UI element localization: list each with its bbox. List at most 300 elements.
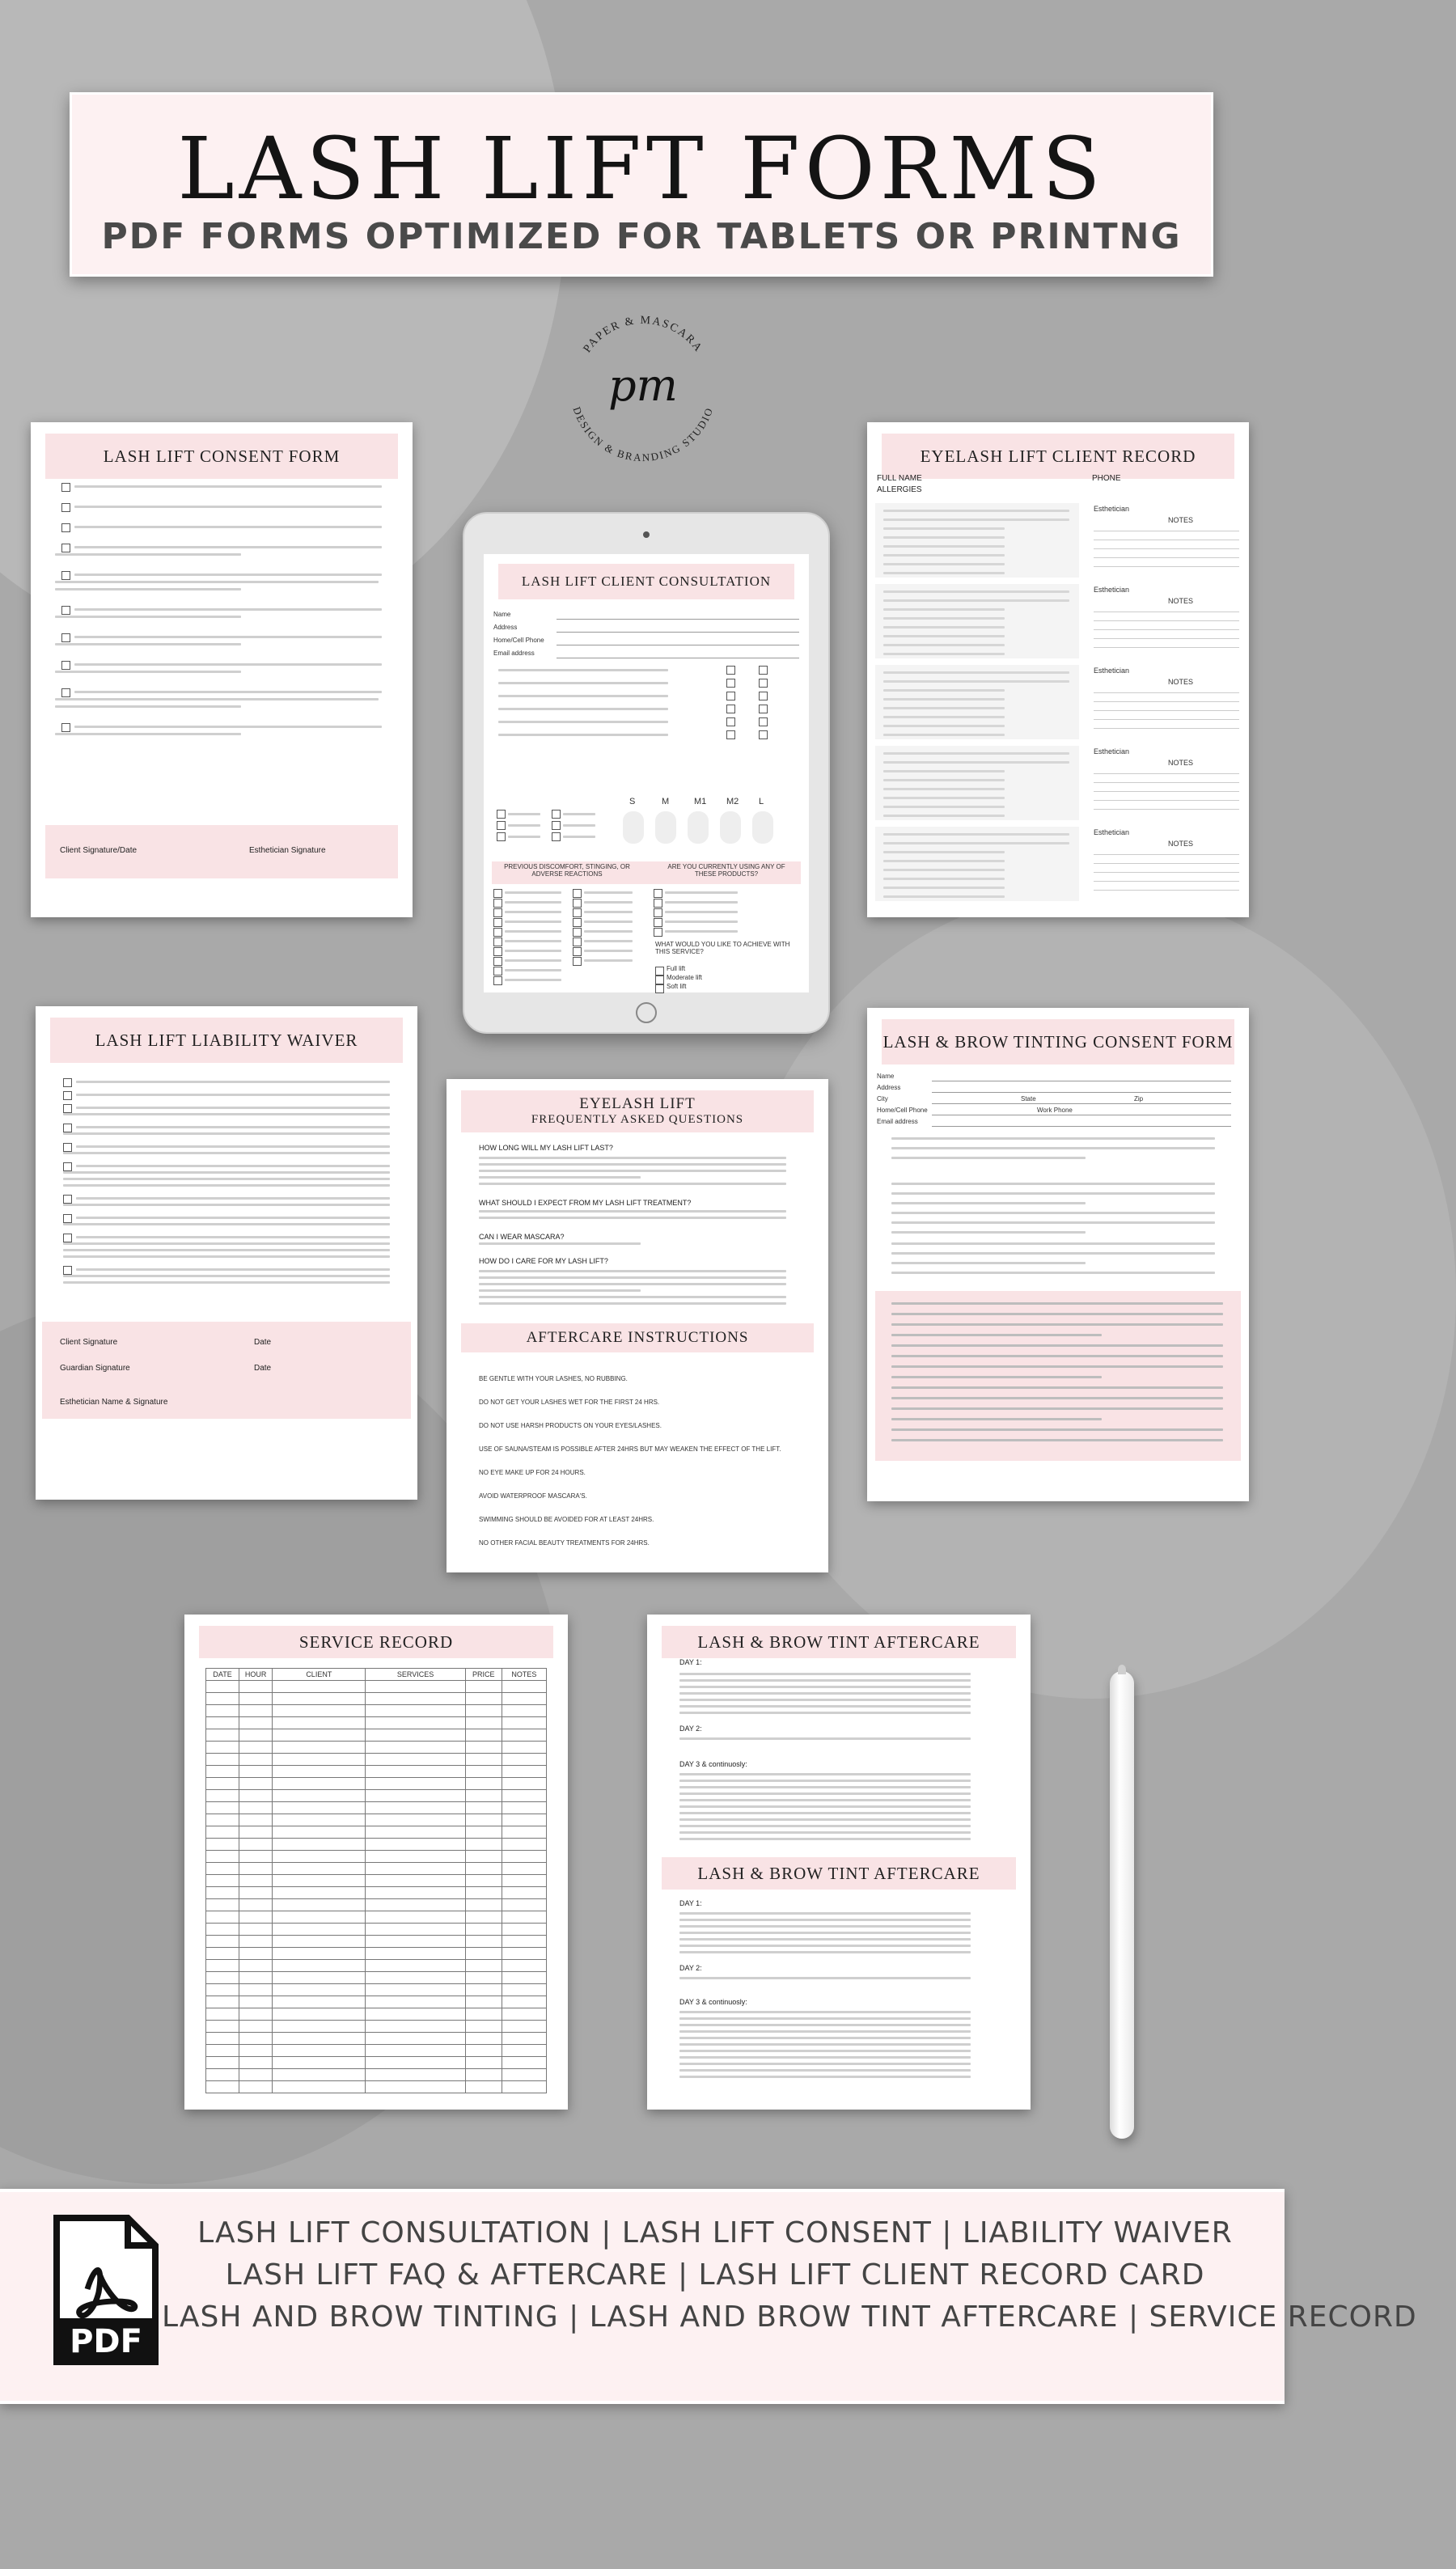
table-row [206, 1717, 547, 1729]
checkbox [63, 1124, 72, 1132]
table-cell [502, 1766, 546, 1778]
table-cell [465, 1754, 502, 1766]
table-cell [366, 1936, 465, 1948]
text-line [76, 1126, 390, 1128]
table-cell [465, 1875, 502, 1887]
text-line [479, 1289, 641, 1292]
text-line [679, 1818, 971, 1821]
text-line [1094, 566, 1239, 567]
table-cell [366, 1863, 465, 1875]
table-cell [465, 2069, 502, 2081]
table-row [206, 1766, 547, 1778]
text-line [679, 1919, 971, 1921]
record-block [875, 584, 1079, 658]
text-line [679, 1786, 971, 1788]
table-cell [366, 1766, 465, 1778]
service-record-page [184, 1615, 568, 2110]
table-cell [206, 1802, 239, 1814]
record-block [875, 503, 1079, 578]
checkbox [61, 633, 70, 642]
text-line [63, 1242, 390, 1245]
text-line [63, 1132, 390, 1135]
table-cell [502, 1960, 546, 1972]
aftercare-item: NO EYE MAKE UP FOR 24 HOURS. [479, 1469, 586, 1476]
table-cell [273, 1814, 366, 1826]
text-line [891, 1272, 1215, 1274]
text-line [584, 891, 633, 894]
checkbox [573, 957, 582, 966]
text-line [1094, 809, 1239, 810]
text-line [883, 842, 1069, 844]
text-line [74, 663, 382, 666]
table-cell [206, 1972, 239, 1984]
checkbox-no [759, 679, 768, 688]
table-cell [366, 2008, 465, 2021]
table-cell [502, 1790, 546, 1802]
table-row [206, 1790, 547, 1802]
table-cell [206, 1839, 239, 1851]
tinting-field-label: Home/Cell Phone [877, 1107, 928, 1114]
text-line [891, 1212, 1215, 1214]
text-line [479, 1296, 786, 1298]
text-line [76, 1217, 390, 1219]
table-cell [239, 1996, 273, 2008]
table-cell [239, 1839, 273, 1851]
text-line [891, 1137, 1215, 1140]
table-cell [239, 2033, 273, 2045]
faq-question-3: CAN I WEAR MASCARA? [479, 1233, 565, 1241]
table-row [206, 1984, 547, 1996]
table-cell [366, 1911, 465, 1924]
text-line [505, 911, 561, 913]
checkbox [552, 821, 561, 830]
text-line [883, 779, 1005, 781]
tint-aftercare-title-2: LASH & BROW TINT AFTERCARE [662, 1857, 1016, 1890]
consent-form-title: LASH LIFT CONSENT FORM [45, 434, 398, 479]
text-line [63, 1113, 390, 1115]
table-cell [502, 1863, 546, 1875]
checkbox [61, 544, 70, 552]
table-cell [502, 1705, 546, 1717]
table-cell [239, 1851, 273, 1863]
text-line [883, 860, 1005, 862]
tablet-home-button[interactable] [636, 1002, 657, 1023]
checkbox [655, 967, 664, 976]
record-block [875, 746, 1079, 820]
table-cell [206, 1984, 239, 1996]
text-line [479, 1163, 786, 1166]
text-line [883, 815, 1005, 817]
text-line [883, 545, 1005, 548]
checkbox [573, 947, 582, 956]
text-line [891, 1376, 1102, 1378]
curl-type-label: M1 [694, 797, 707, 806]
table-cell [465, 1693, 502, 1705]
notes-label: NOTES [1168, 597, 1194, 605]
table-cell [273, 1742, 366, 1754]
column-header: CLIENT [273, 1669, 366, 1681]
text-line [55, 698, 379, 700]
text-line [508, 813, 540, 815]
table-cell [206, 1960, 239, 1972]
text-line [1094, 800, 1239, 801]
table-cell [239, 1717, 273, 1729]
table-cell [239, 2069, 273, 2081]
text-line [891, 1221, 1215, 1224]
table-row [206, 1851, 547, 1863]
table-cell [273, 1924, 366, 1936]
text-line [1094, 791, 1239, 792]
text-line [63, 1249, 390, 1251]
checkbox [573, 889, 582, 898]
table-cell [465, 1705, 502, 1717]
table-cell [239, 1863, 273, 1875]
table-cell [273, 1729, 366, 1742]
checkbox [654, 899, 662, 908]
text-line [891, 1418, 1102, 1420]
text-line [891, 1428, 1223, 1431]
text-line [883, 734, 1005, 736]
checkbox [497, 810, 506, 819]
text-line [479, 1157, 786, 1159]
text-line [679, 1792, 971, 1795]
table-cell [366, 1948, 465, 1960]
curl-type-label: S [629, 797, 636, 806]
table-cell [206, 1705, 239, 1717]
text-line [679, 2056, 971, 2059]
text-line [891, 1334, 1102, 1336]
text-line [505, 901, 561, 904]
table-cell [465, 1924, 502, 1936]
text-line [479, 1302, 786, 1305]
table-cell [465, 1839, 502, 1851]
table-cell [239, 1972, 273, 1984]
table-row [206, 1936, 547, 1948]
text-line [1094, 620, 1239, 621]
table-cell [239, 1778, 273, 1790]
curl-type-label: M2 [726, 797, 739, 806]
table-cell [239, 1960, 273, 1972]
notes-label: NOTES [1168, 759, 1194, 767]
text-line [883, 518, 1069, 521]
table-cell [273, 1802, 366, 1814]
checkbox [552, 832, 561, 841]
table-cell [366, 2045, 465, 2057]
table-cell [206, 1826, 239, 1839]
text-line [76, 1197, 390, 1200]
achieve-option-label: Moderate lift [667, 974, 703, 981]
checkbox [61, 523, 70, 532]
table-cell [366, 1984, 465, 1996]
table-cell [273, 2033, 366, 2045]
aftercare-item: DO NOT GET YOUR LASHES WET FOR THE FIRST 24 HRS. [479, 1399, 660, 1406]
table-cell [206, 1863, 239, 1875]
table-cell [366, 1693, 465, 1705]
checkbox [493, 976, 502, 985]
table-cell [366, 1790, 465, 1802]
table-cell [206, 2033, 239, 2045]
table-cell [239, 2081, 273, 2093]
tablet-camera [643, 531, 650, 538]
text-line [679, 1737, 971, 1740]
text-line [74, 726, 382, 728]
text-line [1094, 629, 1239, 630]
text-line [505, 891, 561, 894]
table-cell [465, 1972, 502, 1984]
table-cell [273, 1899, 366, 1911]
text-line [679, 1692, 971, 1695]
checkbox [493, 947, 502, 956]
text-line [679, 1799, 971, 1801]
text-line [891, 1231, 1086, 1234]
full-name-label: FULL NAME [877, 474, 922, 483]
consultation-field-label: Name [493, 611, 511, 618]
checkbox [61, 606, 70, 615]
text-line [665, 911, 738, 913]
table-cell [502, 1924, 546, 1936]
text-line [479, 1210, 786, 1213]
table-cell [239, 2021, 273, 2033]
table-cell [206, 1754, 239, 1766]
text-line [76, 1268, 390, 1271]
tinting-field-label: Zip [1134, 1095, 1144, 1103]
text-line [498, 669, 668, 671]
text-line [679, 1912, 971, 1915]
text-line [679, 2024, 971, 2026]
text-line [891, 1262, 1086, 1264]
text-line [584, 911, 633, 913]
text-line [883, 671, 1069, 674]
checkbox-no [759, 666, 768, 675]
checkbox [654, 908, 662, 917]
checkbox [63, 1091, 72, 1100]
text-line [679, 1705, 971, 1708]
text-line [679, 1945, 971, 1947]
checkbox-no [759, 705, 768, 713]
text-line [55, 581, 379, 583]
table-cell [465, 1960, 502, 1972]
checkbox [573, 928, 582, 937]
day2-label: DAY 2: [679, 1964, 702, 1972]
table-cell [273, 2057, 366, 2069]
text-line [1094, 692, 1239, 693]
footer-row-2: LASH LIFT FAQ & AFTERCARE | LASH LIFT CLIENT RECORD CARD [225, 2258, 1205, 2292]
checkbox [573, 899, 582, 908]
table-cell [239, 1899, 273, 1911]
text-line [1094, 890, 1239, 891]
table-cell [366, 1875, 465, 1887]
table-cell [502, 1851, 546, 1863]
text-line [1094, 863, 1239, 864]
text-line [76, 1094, 390, 1096]
text-line [883, 536, 1005, 539]
table-cell [366, 2033, 465, 2045]
svg-text:DESIGN & BRANDING STUDIO [570, 405, 715, 463]
text-line [883, 887, 1005, 889]
tinting-consent-page [867, 1008, 1249, 1501]
esthetician-label: Esthetician [1094, 747, 1130, 755]
checkbox [654, 918, 662, 927]
checkbox [63, 1143, 72, 1152]
faq-question-4: HOW DO I CARE FOR MY LASH LIFT? [479, 1257, 608, 1265]
text-line [584, 901, 633, 904]
section-headers [492, 861, 801, 884]
stylus-pen [1110, 1671, 1134, 2139]
table-cell [366, 1742, 465, 1754]
text-line [74, 546, 382, 548]
table-row [206, 1778, 547, 1790]
tinting-field-label: Work Phone [1037, 1107, 1073, 1114]
table-cell [206, 1742, 239, 1754]
text-line [891, 1242, 1215, 1245]
table-cell [206, 2081, 239, 2093]
table-cell [465, 2045, 502, 2057]
table-row [206, 1754, 547, 1766]
text-line [1094, 710, 1239, 711]
text-line [63, 1281, 390, 1284]
logo-top-text: PAPER & MASCARA [581, 314, 705, 355]
checkbox [493, 957, 502, 966]
text-line [55, 733, 241, 735]
consultation-title: LASH LIFT CLIENT CONSULTATION [498, 564, 794, 599]
table-cell [465, 1948, 502, 1960]
day1-label: DAY 1: [679, 1899, 702, 1907]
table-cell [273, 1960, 366, 1972]
consultation-field-label: Home/Cell Phone [493, 637, 544, 644]
text-line [891, 1157, 1086, 1159]
text-line [891, 1344, 1223, 1347]
table-cell [239, 1693, 273, 1705]
tinting-title: LASH & BROW TINTING CONSENT FORM [882, 1019, 1234, 1064]
table-cell [502, 2008, 546, 2021]
text-line [505, 969, 561, 971]
table-cell [366, 1899, 465, 1911]
curl-type-illustration [688, 811, 709, 844]
table-row [206, 1960, 547, 1972]
checkbox [61, 661, 70, 670]
checkbox [63, 1078, 72, 1087]
table-cell [465, 1802, 502, 1814]
tinting-field-label: City [877, 1095, 888, 1103]
day2-label: DAY 2: [679, 1725, 702, 1733]
table-row [206, 2033, 547, 2045]
text-line [883, 806, 1005, 808]
text-line [883, 563, 1005, 565]
table-row [206, 2008, 547, 2021]
input-line [557, 619, 799, 620]
text-line [74, 636, 382, 638]
table-cell [239, 1742, 273, 1754]
table-cell [206, 1936, 239, 1948]
table-cell [239, 1766, 273, 1778]
text-line [679, 1951, 971, 1953]
text-line [665, 891, 738, 894]
table-cell [502, 1948, 546, 1960]
checkbox [63, 1234, 72, 1242]
logo-bottom-text: DESIGN & BRANDING STUDIO [570, 404, 716, 464]
text-line [63, 1223, 390, 1225]
checkbox [493, 967, 502, 976]
table-cell [502, 1911, 546, 1924]
table-cell [273, 1875, 366, 1887]
text-line [563, 836, 595, 838]
text-line [883, 554, 1005, 557]
text-line [883, 617, 1005, 620]
checkbox [655, 976, 664, 984]
record-block [875, 827, 1079, 901]
svg-text:PAPER & MASCARA [582, 315, 705, 355]
text-line [891, 1183, 1215, 1185]
text-line [584, 950, 633, 952]
table-cell [366, 1972, 465, 1984]
table-cell [273, 1984, 366, 1996]
checkbox-yes [726, 666, 735, 675]
day3-label: DAY 3 & continuosly: [679, 1760, 747, 1768]
date-label: Date [254, 1338, 272, 1347]
table-cell [465, 1717, 502, 1729]
text-line [665, 901, 738, 904]
text-line [74, 526, 382, 528]
table-cell [206, 1875, 239, 1887]
column-header: DATE [206, 1669, 239, 1681]
service-record-table [205, 1668, 547, 2093]
table-cell [366, 1960, 465, 1972]
table-cell [206, 2045, 239, 2057]
text-line [55, 671, 241, 673]
text-line [883, 527, 1005, 530]
text-line [55, 553, 241, 556]
checkbox [497, 832, 506, 841]
table-cell [366, 1924, 465, 1936]
aftercare-title: AFTERCARE INSTRUCTIONS [461, 1323, 814, 1352]
table-cell [465, 1681, 502, 1693]
text-line [479, 1242, 641, 1245]
text-line [584, 930, 633, 933]
achieve-option-label: Full lift [667, 965, 686, 972]
table-cell [206, 1729, 239, 1742]
text-line [891, 1313, 1223, 1315]
text-line [74, 691, 382, 693]
table-row [206, 1996, 547, 2008]
table-row [206, 1681, 547, 1693]
checkbox [63, 1266, 72, 1275]
text-line [1094, 638, 1239, 639]
text-line [891, 1407, 1223, 1410]
text-line [479, 1270, 786, 1272]
table-cell [502, 1814, 546, 1826]
table-cell [273, 1851, 366, 1863]
table-cell [465, 1826, 502, 1839]
table-row [206, 1693, 547, 1705]
text-line [883, 608, 1005, 611]
table-cell [206, 1778, 239, 1790]
text-line [883, 716, 1005, 718]
curl-type-illustration [623, 811, 644, 844]
allergies-label: ALLERGIES [877, 485, 922, 494]
table-cell [502, 1729, 546, 1742]
text-line [883, 680, 1069, 683]
table-cell [239, 2008, 273, 2021]
text-line [679, 1805, 971, 1808]
text-line [891, 1365, 1223, 1368]
table-row [206, 1899, 547, 1911]
checkbox-yes [726, 679, 735, 688]
text-line [679, 1938, 971, 1941]
header-banner [70, 92, 1213, 277]
text-line [63, 1152, 390, 1154]
table-cell [465, 1742, 502, 1754]
text-line [505, 979, 561, 981]
